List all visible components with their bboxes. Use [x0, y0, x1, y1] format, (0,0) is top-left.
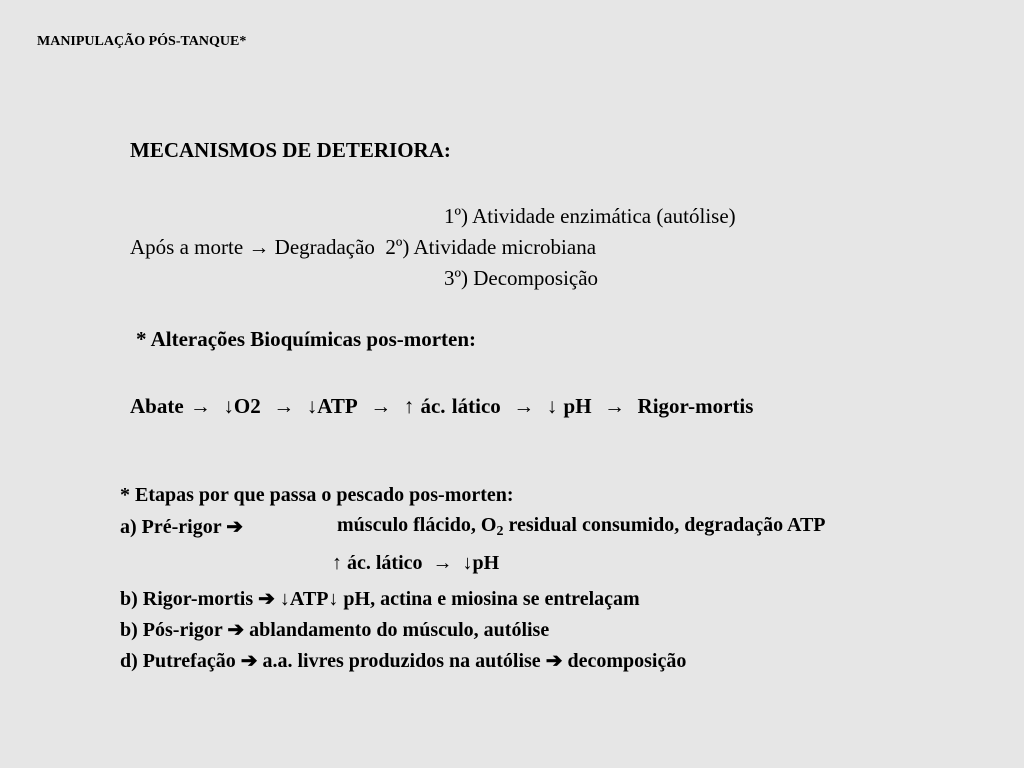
- chain-abate: Abate: [130, 394, 184, 418]
- down-arrow-icon: ↓: [462, 552, 473, 574]
- bold-arrow-icon: ➔: [545, 650, 563, 672]
- chain-atp: ATP: [317, 394, 358, 418]
- down-arrow-icon: ↓: [306, 394, 318, 418]
- down-arrow-icon: ↓: [279, 588, 290, 610]
- chain-lactic: ác. lático: [420, 394, 501, 418]
- mechanism-prefix: Após a morte: [130, 235, 244, 259]
- stage-b-label: b) Rigor-mortis: [120, 588, 254, 610]
- mechanism-2: 2º) Atividade microbiana: [385, 235, 597, 259]
- bold-arrow-icon: ➔: [258, 588, 275, 610]
- stage-a-description: [337, 514, 826, 540]
- stage-c-text: ablandamento do músculo, autólise: [249, 619, 550, 641]
- stage-a-label: a) Pré-rigor: [120, 516, 222, 538]
- chain-o2: O2: [233, 394, 261, 418]
- right-arrow-icon: →: [513, 394, 535, 418]
- deterioration-heading: MECANISMOS DE DETERIORA:: [130, 138, 451, 162]
- bold-arrow-icon: ➔: [227, 619, 245, 641]
- stages-heading: * Etapas por que passa o pescado pos-morten:: [120, 484, 514, 506]
- up-arrow-icon: ↑: [403, 394, 415, 418]
- down-arrow-icon: ↓: [328, 588, 339, 610]
- down-arrow-icon: ↓: [546, 394, 558, 418]
- right-arrow-icon: →: [370, 394, 392, 418]
- mechanism-3: 3º) Decomposição: [444, 266, 599, 290]
- stage-b-text: pH, actina e miosina se entrelaçam: [343, 588, 640, 610]
- down-arrow-icon: ↓: [223, 394, 234, 418]
- stage-a: [120, 514, 243, 539]
- mechanism-degradation: Degradação: [274, 235, 375, 259]
- bold-arrow-icon: ➔: [240, 650, 258, 672]
- stage-b-atp: ATP: [289, 588, 329, 610]
- right-arrow-icon: →: [432, 552, 453, 574]
- chain-rigor: Rigor-mortis: [637, 394, 754, 418]
- stage-d-text: a.a. livres produzidos na autólise: [262, 650, 541, 672]
- biochemical-chain: [130, 394, 753, 419]
- biochemical-heading: * Alterações Bioquímicas pos-morten:: [136, 327, 477, 351]
- slide-header-title: MANIPULAÇÃO PÓS-TANQUE*: [37, 34, 247, 49]
- up-arrow-icon: ↑: [332, 552, 342, 574]
- stage-d: [120, 648, 686, 673]
- stage-c-label: b) Pós-rigor: [120, 619, 223, 641]
- stage-c: [120, 617, 549, 642]
- stage-a-ph: pH: [472, 552, 500, 574]
- stage-a-subscript: 2: [496, 524, 504, 540]
- right-arrow-icon: →: [248, 235, 270, 259]
- mechanism-line-2: [130, 235, 596, 260]
- chain-ph: pH: [563, 394, 592, 418]
- stage-d-end: decomposição: [567, 650, 687, 672]
- bold-arrow-icon: ➔: [226, 516, 244, 538]
- stage-d-label: d) Putrefação: [120, 650, 236, 672]
- stage-a-lactic: ác. lático: [347, 552, 423, 574]
- stage-a-text: músculo flácido, O: [337, 514, 497, 536]
- stage-a-line-2: [332, 552, 499, 575]
- mechanism-1: 1º) Atividade enzimática (autólise): [444, 204, 736, 228]
- right-arrow-icon: →: [604, 394, 626, 418]
- right-arrow-icon: →: [189, 394, 211, 418]
- right-arrow-icon: →: [273, 394, 295, 418]
- stage-a-text-rest: residual consumido, degradação ATP: [503, 514, 826, 536]
- stage-b: [120, 586, 640, 611]
